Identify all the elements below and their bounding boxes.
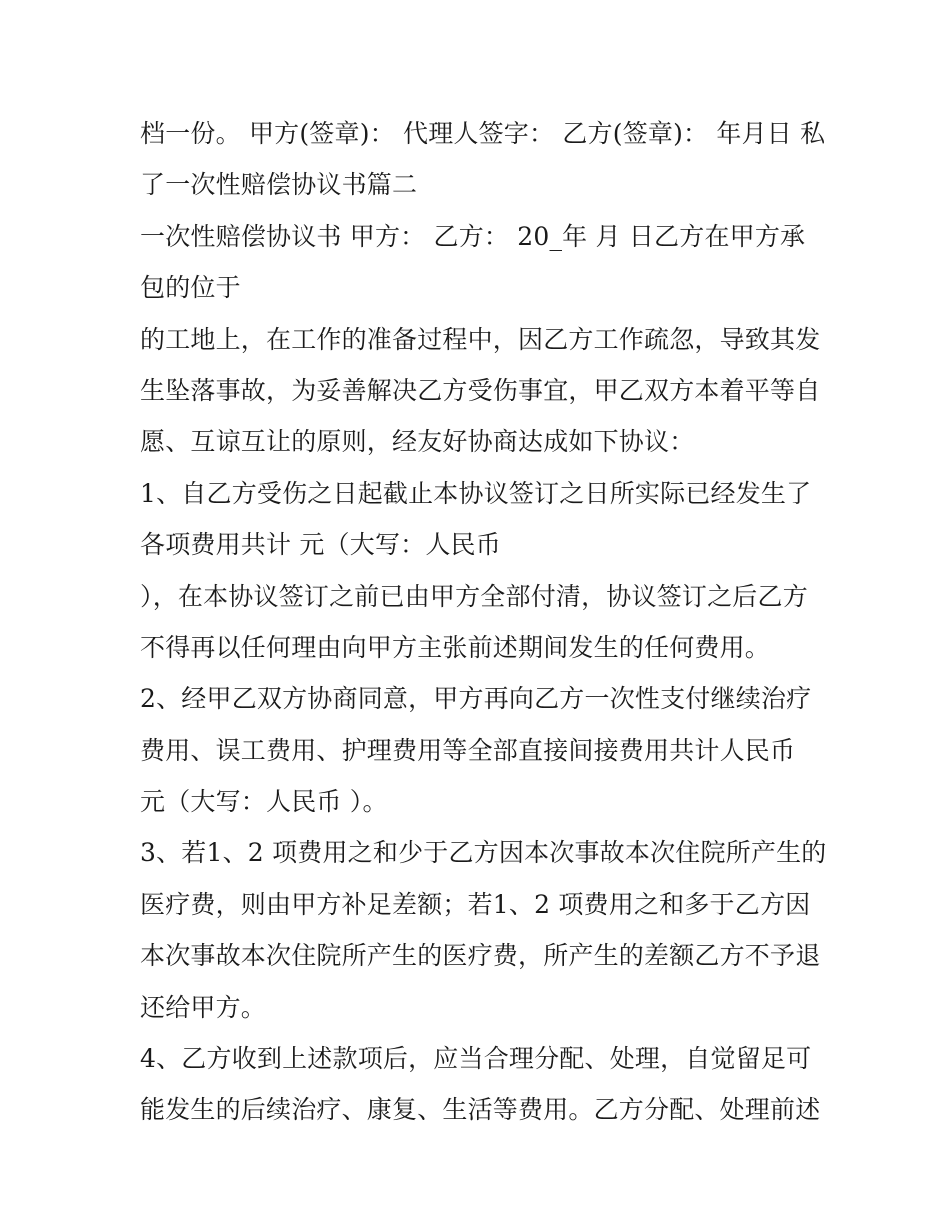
clause-4: 4、乙方收到上述款项后，应当合理分配、处理，自觉留足可 xyxy=(140,1044,812,1074)
text-line: 的工地上，在工作的准备过程中，因乙方工作疏忽，导致其发 xyxy=(140,324,821,354)
text-line: 愿、互谅互让的原则，经友好协商达成如下协议： xyxy=(140,427,695,457)
text-line: 本次事故本次住院所产生的医疗费，所产生的差额乙方不予退 xyxy=(140,941,821,971)
document-body xyxy=(140,108,830,1136)
text-line: ），在本协议签订之前已由甲方全部付清，协议签订之后乙方 xyxy=(140,581,808,611)
text-line: 还给甲方。 xyxy=(140,992,267,1022)
text-line: 一次性赔偿协议书 甲方： 乙方： 20_年 月 日乙方在甲方承 xyxy=(140,221,806,251)
text-line: 各项费用共计 元（大写：人民币 xyxy=(140,530,501,560)
text-line: 能发生的后续治疗、康复、生活等费用。乙方分配、处理前述 xyxy=(140,1095,821,1125)
text-line: 不得再以任何理由向甲方主张前述期间发生的任何费用。 xyxy=(140,632,771,662)
text-line: 费用、误工费用、护理费用等全部直接间接费用共计人民币 xyxy=(140,735,796,765)
text-line: 生坠落事故，为妥善解决乙方受伤事宜，甲乙双方本着平等自 xyxy=(140,375,821,405)
text-line: 包的位于 xyxy=(140,273,241,303)
clause-1: 1、自乙方受伤之日起截止本协议签订之日所实际已经发生了 xyxy=(140,478,812,508)
clause-2: 2、经甲乙双方协商同意，甲方再向乙方一次性支付继续治疗 xyxy=(140,684,812,714)
section-heading: 了一次性赔偿协议书篇二 xyxy=(140,170,418,200)
clause-3: 3、若1、2 项费用之和少于乙方因本次事故本次住院所产生的 xyxy=(140,838,827,868)
text-line: 档一份。 甲方(签章)： 代理人签字： 乙方(签章)： 年月日 私 xyxy=(140,119,826,148)
text-line: 医疗费，则由甲方补足差额；若1、2 项费用之和多于乙方因 xyxy=(140,889,811,919)
text-line: 元（大写：人民币 ）。 xyxy=(140,787,388,817)
